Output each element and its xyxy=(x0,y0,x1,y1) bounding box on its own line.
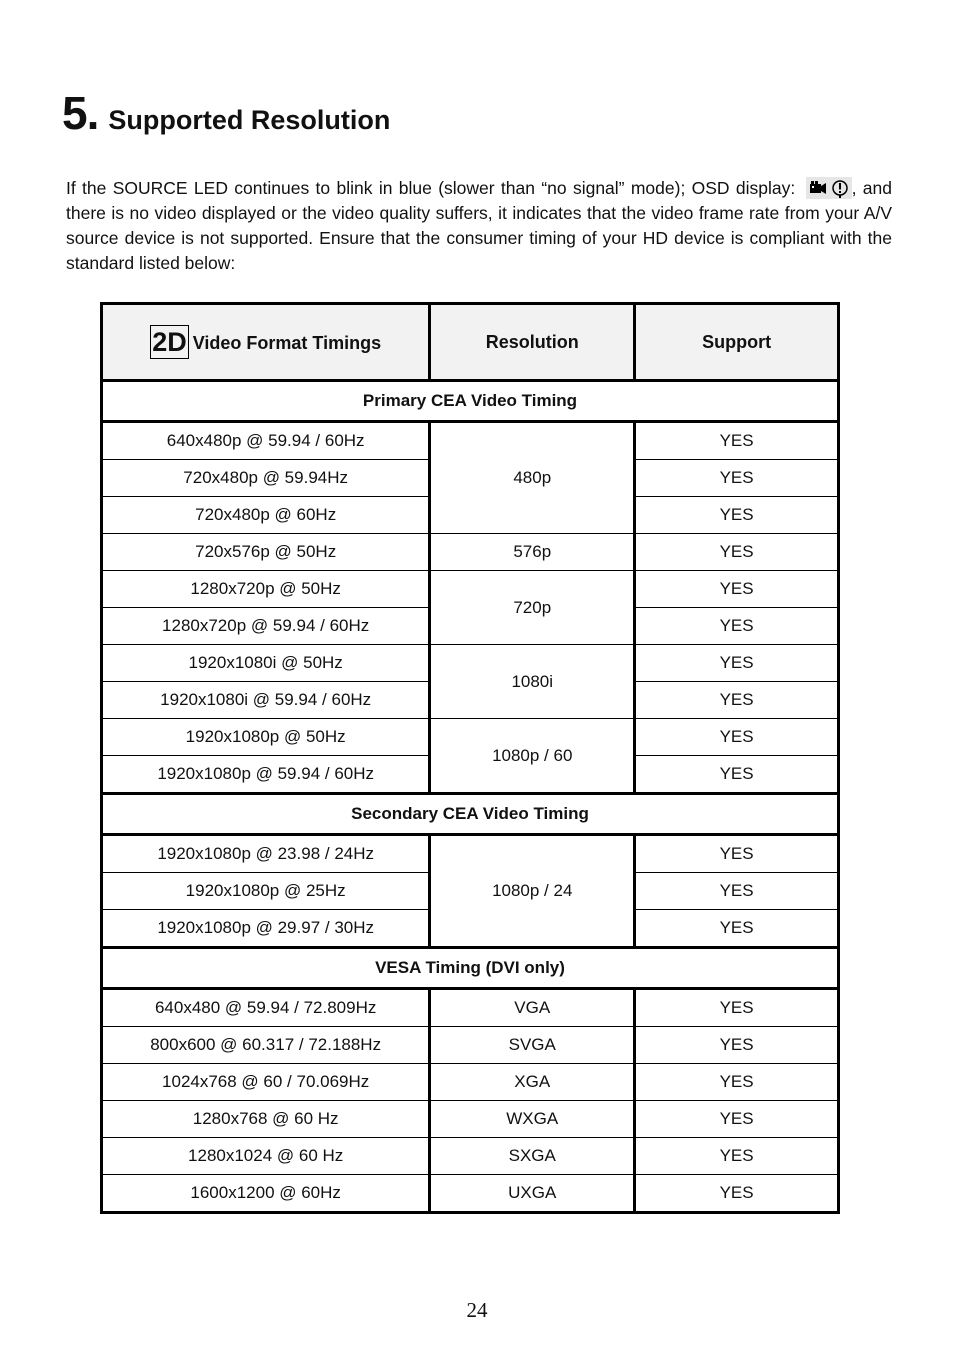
table-body xyxy=(102,381,839,1213)
timing-cell: 720x480p @ 60Hz xyxy=(102,497,430,534)
support-cell: YES xyxy=(635,460,839,497)
support-cell: YES xyxy=(635,910,839,948)
support-cell: YES xyxy=(635,756,839,794)
support-cell: YES xyxy=(635,835,839,873)
timing-cell: 1920x1080p @ 25Hz xyxy=(102,873,430,910)
header-resolution: Resolution xyxy=(430,304,635,381)
timing-cell: 720x480p @ 59.94Hz xyxy=(102,460,430,497)
timing-cell: 1280x720p @ 59.94 / 60Hz xyxy=(102,608,430,645)
resolution-cell: 1080p / 60 xyxy=(430,719,635,794)
table-header-row xyxy=(102,304,839,381)
section-row xyxy=(102,381,839,422)
timing-cell: 1920x1080p @ 29.97 / 30Hz xyxy=(102,910,430,948)
table-row xyxy=(102,571,839,608)
support-cell: YES xyxy=(635,1175,839,1213)
timing-cell: 1920x1080p @ 23.98 / 24Hz xyxy=(102,835,430,873)
section-number: 5. xyxy=(62,87,99,139)
header-support: Support xyxy=(635,304,839,381)
timing-cell: 640x480 @ 59.94 / 72.809Hz xyxy=(102,989,430,1027)
support-cell: YES xyxy=(635,497,839,534)
resolution-cell: 576p xyxy=(430,534,635,571)
support-cell: YES xyxy=(635,719,839,756)
support-cell: YES xyxy=(635,571,839,608)
table-row xyxy=(102,989,839,1027)
resolution-cell: 1080p / 24 xyxy=(430,835,635,948)
resolution-cell: WXGA xyxy=(430,1101,635,1138)
page-number: 24 xyxy=(466,1298,488,1322)
timing-cell: 1280x768 @ 60 Hz xyxy=(102,1101,430,1138)
table-row xyxy=(102,1175,839,1213)
resolution-cell: UXGA xyxy=(430,1175,635,1213)
support-cell: YES xyxy=(635,534,839,571)
support-cell: YES xyxy=(635,422,839,460)
header-video-format-timings xyxy=(102,304,430,381)
camera-icon xyxy=(809,178,827,198)
intro-paragraph xyxy=(66,176,892,276)
table-row xyxy=(102,534,839,571)
timing-cell: 1280x720p @ 50Hz xyxy=(102,571,430,608)
support-cell: YES xyxy=(635,989,839,1027)
intro-text-end: , and there is no video displayed or the video quality suffers, it indicates that the video frame rate from your A/V source device is not supported. Ensure that the consumer timing of your HD device is compliant with the standard listed below: xyxy=(66,178,892,273)
table-row xyxy=(102,1064,839,1101)
section-title: VESA Timing (DVI only) xyxy=(102,948,839,989)
intro-text-start: If the SOURCE LED continues to blink in blue (slower than “no signal” mode); OSD display: xyxy=(66,178,802,198)
resolution-cell: SXGA xyxy=(430,1138,635,1175)
section-title: Supported Resolution xyxy=(108,105,391,135)
badge-2d: 2D xyxy=(152,327,187,357)
table-row xyxy=(102,1027,839,1064)
timing-cell: 640x480p @ 59.94 / 60Hz xyxy=(102,422,430,460)
timing-cell: 1280x1024 @ 60 Hz xyxy=(102,1138,430,1175)
resolution-table xyxy=(100,302,840,1214)
header-col1-label: Video Format Timings xyxy=(192,333,382,353)
timing-cell: 800x600 @ 60.317 / 72.188Hz xyxy=(102,1027,430,1064)
table-row xyxy=(102,1101,839,1138)
table-row xyxy=(102,719,839,756)
resolution-cell: 720p xyxy=(430,571,635,645)
support-cell: YES xyxy=(635,1101,839,1138)
resolution-cell: 1080i xyxy=(430,645,635,719)
timing-cell: 1600x1200 @ 60Hz xyxy=(102,1175,430,1213)
timing-cell: 1920x1080p @ 50Hz xyxy=(102,719,430,756)
table-row xyxy=(102,835,839,873)
resolution-cell: SVGA xyxy=(430,1027,635,1064)
timing-cell: 1920x1080p @ 59.94 / 60Hz xyxy=(102,756,430,794)
support-cell: YES xyxy=(635,1027,839,1064)
support-cell: YES xyxy=(635,682,839,719)
support-cell: YES xyxy=(635,608,839,645)
section-title: Secondary CEA Video Timing xyxy=(102,794,839,835)
table-row xyxy=(102,422,839,460)
resolution-cell: XGA xyxy=(430,1064,635,1101)
osd-display-icons xyxy=(806,177,852,199)
timing-cell: 720x576p @ 50Hz xyxy=(102,534,430,571)
alert-icon xyxy=(831,178,849,198)
support-cell: YES xyxy=(635,1138,839,1175)
section-title: Primary CEA Video Timing xyxy=(102,381,839,422)
table-row xyxy=(102,645,839,682)
resolution-cell: VGA xyxy=(430,989,635,1027)
section-row xyxy=(102,794,839,835)
support-cell: YES xyxy=(635,1064,839,1101)
timing-cell: 1920x1080i @ 50Hz xyxy=(102,645,430,682)
resolution-cell: 480p xyxy=(430,422,635,534)
support-cell: YES xyxy=(635,645,839,682)
timing-cell: 1920x1080i @ 59.94 / 60Hz xyxy=(102,682,430,719)
section-row xyxy=(102,948,839,989)
section-heading xyxy=(62,86,390,140)
table-row xyxy=(102,1138,839,1175)
timing-cell: 1024x768 @ 60 / 70.069Hz xyxy=(102,1064,430,1101)
support-cell: YES xyxy=(635,873,839,910)
